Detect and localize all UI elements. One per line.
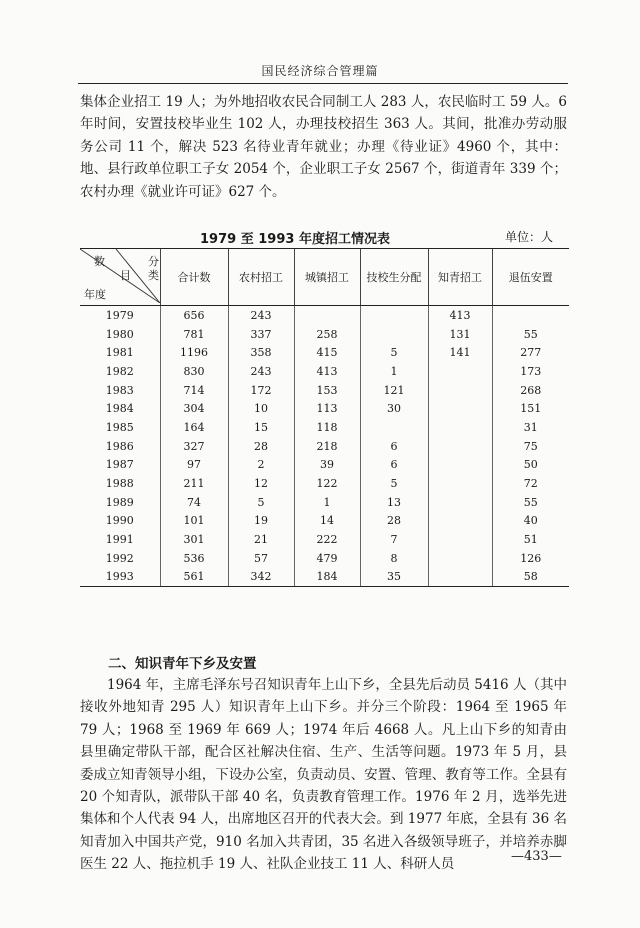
value-cell xyxy=(492,306,569,325)
column-header: 合计数 xyxy=(160,249,228,306)
value-cell: 28 xyxy=(360,512,428,531)
value-cell: 15 xyxy=(228,418,294,437)
corner-label: 目 xyxy=(120,269,131,282)
value-cell: 277 xyxy=(492,343,569,362)
year-cell: 1981 xyxy=(105,346,134,360)
table-title: 1979 至 1993 年度招工情况表 xyxy=(200,232,390,247)
year-cell: 1991 xyxy=(105,533,134,547)
value-cell: 258 xyxy=(294,325,360,344)
running-header: 国民经济综合管理篇 xyxy=(261,64,379,78)
table-row xyxy=(80,343,569,362)
value-cell: 5 xyxy=(360,474,428,493)
page-number: —433— xyxy=(511,849,562,864)
value-cell xyxy=(428,362,492,381)
table-row xyxy=(80,399,569,418)
value-cell: 184 xyxy=(294,568,360,587)
column-header: 退伍安置 xyxy=(492,249,569,306)
value-cell xyxy=(428,568,492,587)
value-cell: 21 xyxy=(228,530,294,549)
value-cell: 121 xyxy=(360,381,428,400)
table-corner-cell xyxy=(80,249,160,306)
value-cell xyxy=(428,474,492,493)
year-cell: 1982 xyxy=(105,364,134,378)
body-paragraph-1: 集体企业招工 19 人；为外地招收农民合同制工人 283 人，农民临时工 59 人。6 年时间，安置技校毕业生 102 人，办理技校招生 363 人。其间，批准办劳动服务公司 11 个，解决 523 名待业青年就业；办理《待业证》4960 个，其中：地、县行政单位职工子女 2054 个，企业职工子女 2567 个，街道青年 339 个；农村办理《就业许可证》627 个。 xyxy=(80,94,567,200)
value-cell xyxy=(428,530,492,549)
value-cell: 13 xyxy=(360,493,428,512)
value-cell: 8 xyxy=(360,549,428,568)
table-row xyxy=(80,418,569,437)
value-cell xyxy=(428,437,492,456)
value-cell: 413 xyxy=(294,362,360,381)
value-cell: 55 xyxy=(492,493,569,512)
value-cell: 2 xyxy=(228,456,294,475)
value-cell xyxy=(428,456,492,475)
value-cell: 413 xyxy=(428,306,492,325)
value-cell: 218 xyxy=(294,437,360,456)
value-cell: 337 xyxy=(228,325,294,344)
body-paragraph-2: 1964 年，主席毛泽东号召知识青年上山下乡，全县先后动员 5416 人（其中接收外地知青 295 人）知识青年上山下乡。并分三个阶段：1964 至 1965 年 79 人；1968 至 1969 年 669 人；1974 年后 4668 人。凡上山下乡的知青由县里确定带队干部，配合区社解决住宿、生产、生活等问题。1973 年 5 月，县委成立知青领导小组，下设办公室，负责动员、安置、管理、教育等工作。全县有 20 个知青队，派带队干部 40 名，负责教育管理工作。1976 年 2 月，选举先进集体和个人代表 94 人，出席地区召开的代表大会。到 1977 年底，全县有 36 名知青加入中国共产党，910 名加入共青团，35 名进入各级领导班子，并培养赤脚医生 22 人、拖拉机手 19 人、社队企业技工 11 人、科研人员 xyxy=(80,677,567,873)
value-cell: 164 xyxy=(160,418,228,437)
value-cell: 19 xyxy=(228,512,294,531)
value-cell: 5 xyxy=(228,493,294,512)
value-cell: 55 xyxy=(492,325,569,344)
year-cell: 1980 xyxy=(105,327,134,341)
year-cell: 1988 xyxy=(105,477,134,491)
value-cell: 415 xyxy=(294,343,360,362)
value-cell: 35 xyxy=(360,568,428,587)
value-cell: 222 xyxy=(294,530,360,549)
corner-label: 类 xyxy=(148,269,159,282)
column-header: 知青招工 xyxy=(428,249,492,306)
year-cell: 1984 xyxy=(105,402,134,416)
corner-label: 分 xyxy=(148,255,159,268)
value-cell: 118 xyxy=(294,418,360,437)
value-cell: 327 xyxy=(160,437,228,456)
value-cell: 153 xyxy=(294,381,360,400)
year-cell: 1986 xyxy=(105,439,134,453)
value-cell: 301 xyxy=(160,530,228,549)
table-row xyxy=(80,568,569,587)
table-row xyxy=(80,474,569,493)
value-cell: 830 xyxy=(160,362,228,381)
value-cell xyxy=(428,493,492,512)
value-cell: 51 xyxy=(492,530,569,549)
value-cell: 72 xyxy=(492,474,569,493)
table-row xyxy=(80,493,569,512)
value-cell: 28 xyxy=(228,437,294,456)
table-row xyxy=(80,381,569,400)
value-cell: 12 xyxy=(228,474,294,493)
value-cell: 122 xyxy=(294,474,360,493)
value-cell: 101 xyxy=(160,512,228,531)
value-cell: 151 xyxy=(492,399,569,418)
value-cell: 714 xyxy=(160,381,228,400)
year-cell: 1992 xyxy=(105,551,134,565)
value-cell xyxy=(428,381,492,400)
value-cell: 172 xyxy=(228,381,294,400)
value-cell: 30 xyxy=(360,399,428,418)
column-header: 技校生分配 xyxy=(360,249,428,306)
value-cell: 131 xyxy=(428,325,492,344)
table-unit: 单位：人 xyxy=(505,230,554,244)
table-row xyxy=(80,437,569,456)
value-cell: 6 xyxy=(360,456,428,475)
column-header: 城镇招工 xyxy=(294,249,360,306)
table-row xyxy=(80,325,569,344)
table-row xyxy=(80,512,569,531)
value-cell: 40 xyxy=(492,512,569,531)
value-cell: 1196 xyxy=(160,343,228,362)
value-cell: 141 xyxy=(428,343,492,362)
value-cell: 781 xyxy=(160,325,228,344)
year-cell: 1989 xyxy=(105,495,134,509)
value-cell: 304 xyxy=(160,399,228,418)
year-cell: 1985 xyxy=(105,420,134,434)
value-cell: 14 xyxy=(294,512,360,531)
section-title: 二、知识青年下乡及安置 xyxy=(108,656,257,672)
value-cell xyxy=(360,325,428,344)
value-cell: 243 xyxy=(228,362,294,381)
value-cell xyxy=(360,306,428,325)
recruitment-table xyxy=(80,248,569,587)
value-cell: 10 xyxy=(228,399,294,418)
value-cell: 7 xyxy=(360,530,428,549)
table-row xyxy=(80,549,569,568)
table-header-row xyxy=(80,249,569,306)
value-cell: 57 xyxy=(228,549,294,568)
value-cell: 97 xyxy=(160,456,228,475)
value-cell xyxy=(428,399,492,418)
value-cell: 39 xyxy=(294,456,360,475)
year-cell: 1987 xyxy=(105,458,134,472)
corner-label: 数 xyxy=(94,255,105,268)
value-cell xyxy=(428,512,492,531)
value-cell: 342 xyxy=(228,568,294,587)
value-cell xyxy=(360,418,428,437)
table-row xyxy=(80,456,569,475)
column-header: 农村招工 xyxy=(228,249,294,306)
value-cell: 58 xyxy=(492,568,569,587)
value-cell: 1 xyxy=(360,362,428,381)
value-cell: 113 xyxy=(294,399,360,418)
year-cell: 1993 xyxy=(80,568,160,587)
value-cell: 211 xyxy=(160,474,228,493)
header-rule xyxy=(78,83,568,84)
value-cell: 75 xyxy=(492,437,569,456)
value-cell: 126 xyxy=(492,549,569,568)
table-row xyxy=(80,306,569,325)
value-cell: 358 xyxy=(228,343,294,362)
value-cell: 50 xyxy=(492,456,569,475)
corner-label: 年度 xyxy=(84,288,106,301)
year-cell: 1990 xyxy=(105,514,134,528)
value-cell: 243 xyxy=(228,306,294,325)
value-cell: 536 xyxy=(160,549,228,568)
value-cell: 5 xyxy=(360,343,428,362)
value-cell xyxy=(428,549,492,568)
value-cell xyxy=(294,306,360,325)
value-cell: 561 xyxy=(160,568,228,587)
value-cell: 656 xyxy=(160,306,228,325)
value-cell: 6 xyxy=(360,437,428,456)
table-row xyxy=(80,362,569,381)
table-row xyxy=(80,530,569,549)
value-cell: 74 xyxy=(160,493,228,512)
value-cell xyxy=(428,418,492,437)
year-cell: 1979 xyxy=(105,308,134,322)
value-cell: 479 xyxy=(294,549,360,568)
value-cell: 268 xyxy=(492,381,569,400)
value-cell: 173 xyxy=(492,362,569,381)
value-cell: 31 xyxy=(492,418,569,437)
year-cell: 1983 xyxy=(105,383,134,397)
value-cell: 1 xyxy=(294,493,360,512)
